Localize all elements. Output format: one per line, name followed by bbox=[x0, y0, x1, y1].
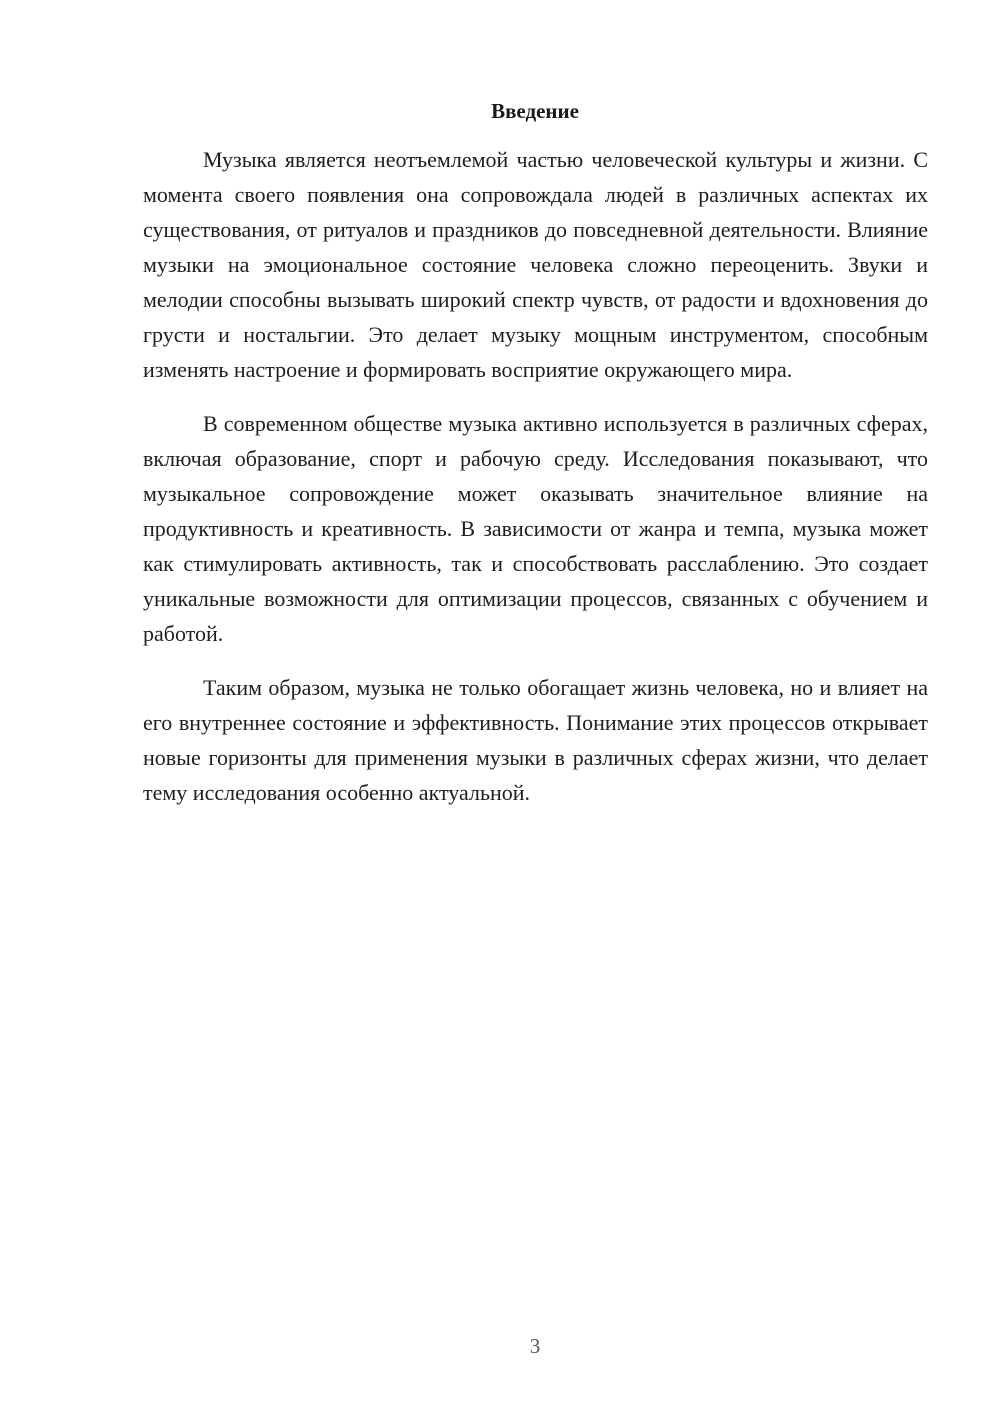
paragraph-1: Музыка является неотъемлемой частью человеческой культуры и жизни. С момента своего появления она сопровождала людей в различных аспектах их существования, от ритуалов и праздников до повседневной деятельности. Влияние музыки на эмоциональное состояние человека сложно переоценить. Звуки и мелодии способны вызывать широкий спектр чувств, от радости и вдохновения до грусти и ностальгии. Это делает музыку мощным инструментом, способным изменять настроение и формировать восприятие окружающего мира. bbox=[143, 147, 928, 382]
section-heading: Введение bbox=[491, 99, 579, 123]
page-number: 3 bbox=[529, 1334, 541, 1358]
paragraph-2: В современном обществе музыка активно используется в различных сферах, включая образование, спорт и рабочую среду. Исследования показывают, что музыкальное сопровождение может оказывать значительное влияние на продуктивность и креативность. В зависимости от жанра и темпа, музыка может как стимулировать активность, так и способствовать расслаблению. Это создает уникальные возможности для оптимизации процессов, связанных с обучением и работой. bbox=[143, 411, 928, 646]
body-text bbox=[143, 142, 928, 810]
paragraph-3: Таким образом, музыка не только обогащает жизнь человека, но и влияет на его внутреннее состояние и эффективность. Понимание этих процессов открывает новые горизонты для применения музыки в различных сферах жизни, что делает тему исследования особенно актуальной. bbox=[143, 675, 928, 805]
